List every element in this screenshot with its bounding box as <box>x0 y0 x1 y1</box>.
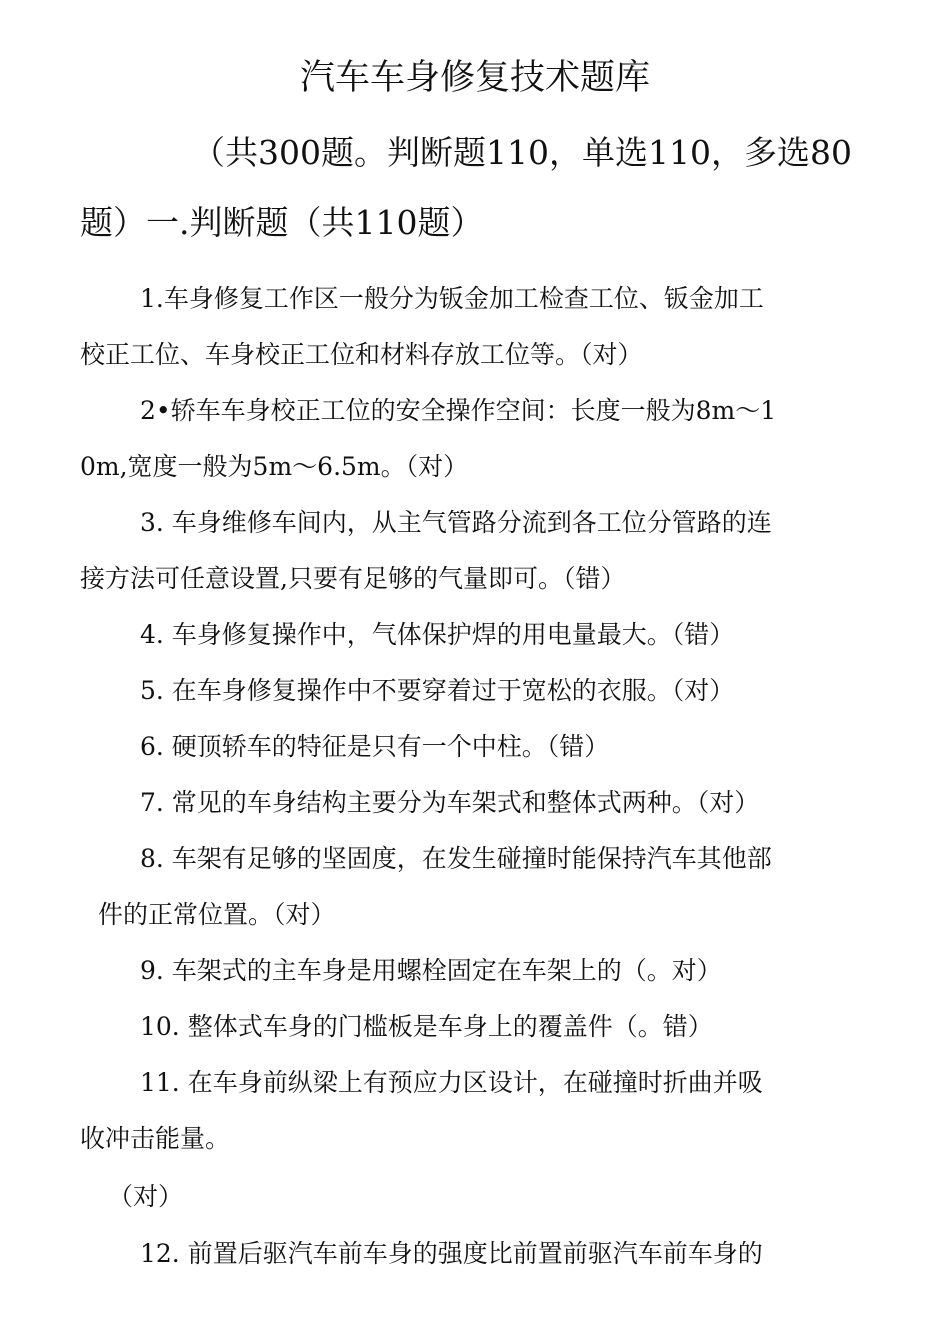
question-8-line-1: 8. 车架有足够的坚固度，在发生碰撞时能保持汽车其他部 <box>140 844 772 873</box>
question-11-line-2: 收冲击能量。 <box>80 1124 231 1153</box>
question-11-answer: （对） <box>108 1182 184 1211</box>
question-7: 7. 常见的车身结构主要分为车架式和整体式两种。（对） <box>140 788 760 817</box>
question-8-line-2: 件的正常位置。（对） <box>98 900 336 929</box>
question-5: 5. 在车身修复操作中不要穿着过于宽松的衣服。（对） <box>140 676 735 705</box>
question-2-line-2: 0m,宽度一般为5m〜6.5m。（对） <box>80 452 469 481</box>
question-12-line-1: 12. 前置后驱汽车前车身的强度比前置前驱汽车前车身的 <box>140 1239 763 1268</box>
question-2-line-1: 2•轿车车身校正工位的安全操作空间：长度一般为8m〜1 <box>140 396 777 425</box>
question-6: 6. 硬顶轿车的特征是只有一个中柱。（错） <box>140 732 610 761</box>
question-3-line-2: 接方法可任意设置,只要有足够的气量即可。（错） <box>80 564 626 593</box>
question-3-line-1: 3. 车身维修车间内，从主气管路分流到各工位分管路的连 <box>140 508 772 537</box>
question-1-line-2: 校正工位、车身校正工位和材料存放工位等。（对） <box>80 340 643 369</box>
subtitle-line-2: 题）一.判断题（共110题） <box>80 203 484 242</box>
subtitle-line-1: （共300题。判断题110，单选110，多选80 <box>192 133 852 172</box>
question-11-line-1: 11. 在车身前纵梁上有预应力区设计，在碰撞时折曲并吸 <box>140 1068 763 1097</box>
page-title: 汽车车身修复技术题库 <box>299 58 650 98</box>
question-9: 9. 车架式的主车身是用螺栓固定在车架上的（。对） <box>140 956 722 985</box>
question-10: 10. 整体式车身的门槛板是车身上的覆盖件（。错） <box>140 1012 713 1041</box>
question-4: 4. 车身修复操作中，气体保护焊的用电量最大。（错） <box>140 620 735 649</box>
question-1-line-1: 1.车身修复工作区一般分为钣金加工检查工位、钣金加工 <box>140 284 764 313</box>
